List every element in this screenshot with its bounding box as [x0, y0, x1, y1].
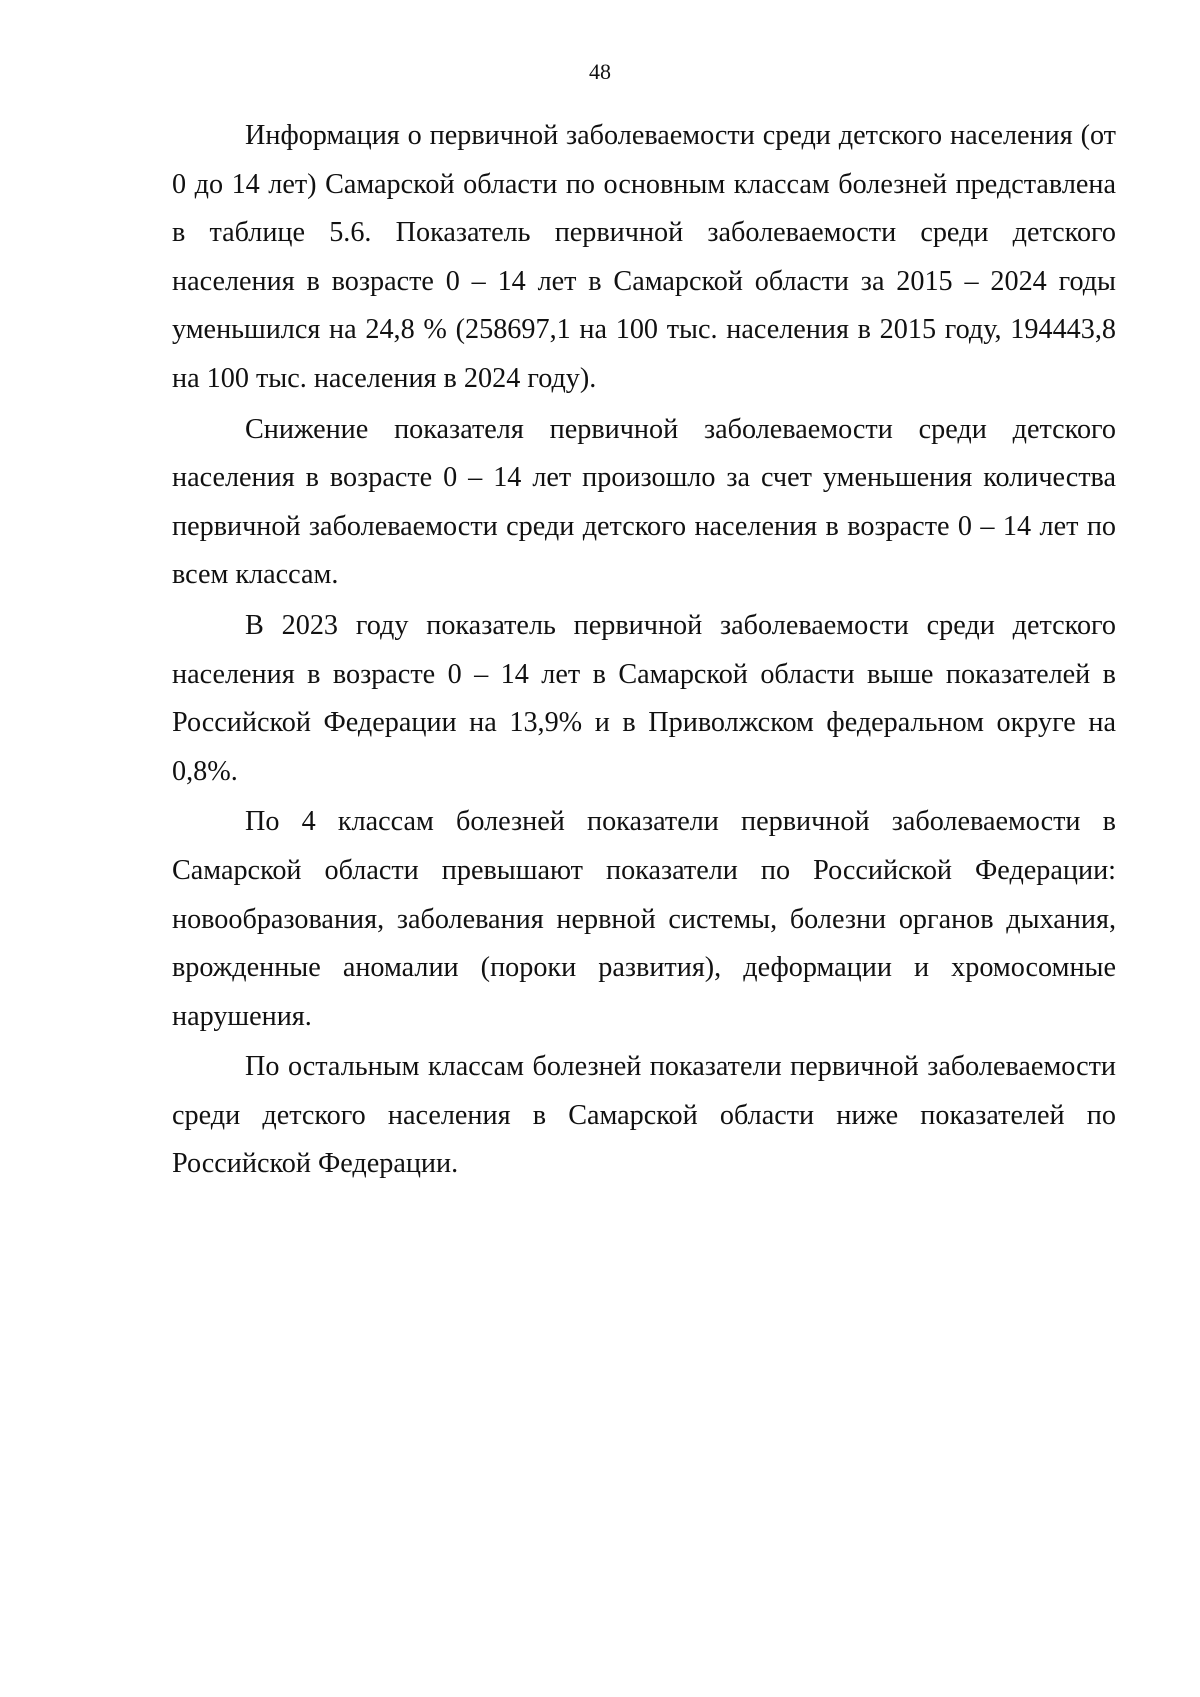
paragraph-primary-morbidity-info: Информация о первичной заболеваемости среди детского населения (от 0 до 14 лет) Самарской области по основным классам болезней представлена в таблице 5.6. Показатель первичной заболеваемости среди детского населения в возрасте 0 – 14 лет в Самарской области за 2015 – 2024 годы уменьшился на 24,8 % (258697,1 на 100 тыс. населения в 2015 году, 194443,8 на 100 тыс. населения в 2024 году).	[172, 120, 1116, 394]
document-body	[172, 112, 1116, 1191]
paragraph-2023-comparison: В 2023 году показатель первичной заболеваемости среди детского населения в возрасте 0 – 14 лет в Самарской области выше показателей в Российской Федерации на 13,9% и в Приволжском федеральном округе на 0,8%.	[172, 609, 1116, 787]
paragraph-other-classes: По остальным классам болезней показатели первичной заболеваемости среди детского населения в Самарской области ниже показателей по Российской Федерации.	[172, 1051, 1116, 1180]
paragraph-decrease-reason: Снижение показателя первичной заболеваемости среди детского населения в возрасте 0 – 14 лет произошло за счет уменьшения количества первичной заболеваемости среди детского населения в возрасте 0 – 14 лет по всем классам.	[172, 413, 1116, 591]
page-number: 48	[589, 59, 611, 84]
paragraph-exceeding-classes: По 4 классам болезней показатели первичной заболеваемости в Самарской области превышают показатели по Российской Федерации: новообразования, заболевания нервной системы, болезни органов дыхания, врожденные аномалии (пороки развития), деформации и хромосомные нарушения.	[172, 806, 1116, 1032]
